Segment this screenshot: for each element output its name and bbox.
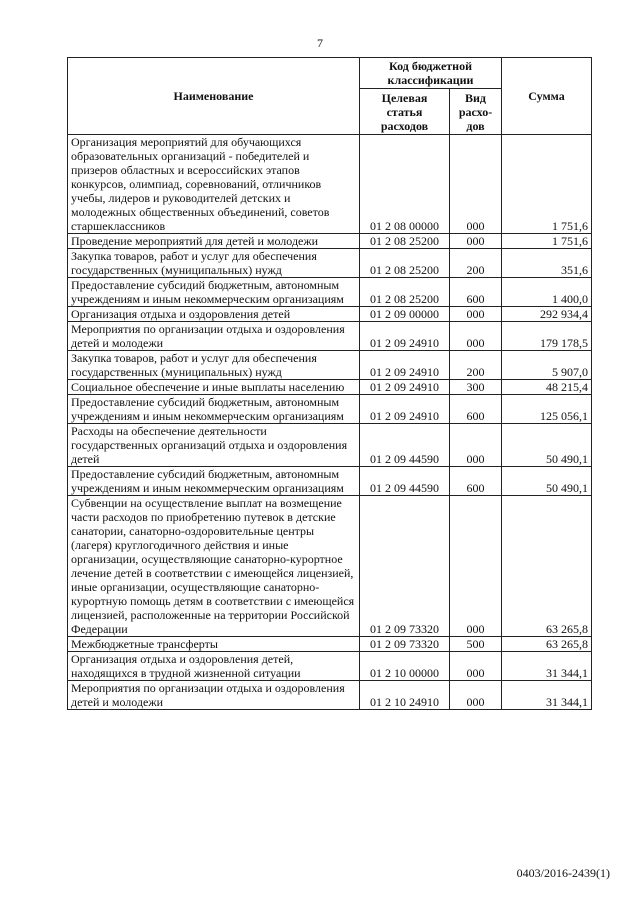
- row-expense-type: 200: [450, 249, 502, 278]
- row-name: Межбюджетные трансферты: [68, 637, 360, 652]
- row-amount: 1 400,0: [502, 278, 592, 307]
- row-target-article: 01 2 08 00000: [360, 135, 450, 234]
- row-name: Закупка товаров, работ и услуг для обеспечения государственных (муниципальных) нужд: [68, 249, 360, 278]
- row-target-article: 01 2 09 73320: [360, 637, 450, 652]
- table-row: [68, 234, 592, 249]
- table-row: [68, 351, 592, 380]
- row-name: Организация отдыха и оздоровления детей: [68, 307, 360, 322]
- row-expense-type: 200: [450, 351, 502, 380]
- table-row: [68, 278, 592, 307]
- table-row: [68, 467, 592, 496]
- header-code-group: Код бюджетной классификации: [360, 58, 502, 89]
- table-row: [68, 496, 592, 637]
- budget-table: [67, 57, 592, 710]
- row-expense-type: 500: [450, 637, 502, 652]
- row-expense-type: 600: [450, 278, 502, 307]
- row-name: Предоставление субсидий бюджетным, автономным учреждениям и иным некоммерческим организациям: [68, 467, 360, 496]
- row-amount: 31 344,1: [502, 652, 592, 681]
- row-target-article: 01 2 10 00000: [360, 652, 450, 681]
- table-row: [68, 637, 592, 652]
- row-name: Предоставление субсидий бюджетным, автономным учреждениям и иным некоммерческим организациям: [68, 278, 360, 307]
- row-amount: 50 490,1: [502, 467, 592, 496]
- row-name: Организация отдыха и оздоровления детей, находящихся в трудной жизненной ситуации: [68, 652, 360, 681]
- table-row: [68, 135, 592, 234]
- row-name: Субвенции на осуществление выплат на возмещение части расходов по приобретению путевок в детские санатории, санаторно-оздоровительные центры (лагеря) круглогодичного действия и иные организации, осуществляющие санаторно-курортное лечение детей в соответствии с имеющейся лицензией, иные организации, осуществляющие санаторно-курортную помощь детям в соответствии с имеющейся лицензией, расположенные на территории Российской Федерации: [68, 496, 360, 637]
- row-expense-type: 000: [450, 652, 502, 681]
- row-amount: 48 215,4: [502, 380, 592, 395]
- row-amount: 125 056,1: [502, 395, 592, 424]
- table-row: [68, 395, 592, 424]
- row-expense-type: 300: [450, 380, 502, 395]
- header-target-article: Целевая статья расходов: [360, 89, 450, 135]
- row-name: Мероприятия по организации отдыха и оздоровления детей и молодежи: [68, 681, 360, 710]
- table-row: [68, 322, 592, 351]
- row-target-article: 01 2 08 25200: [360, 249, 450, 278]
- row-expense-type: 600: [450, 395, 502, 424]
- row-expense-type: 000: [450, 681, 502, 710]
- row-expense-type: 000: [450, 234, 502, 249]
- row-amount: 179 178,5: [502, 322, 592, 351]
- row-target-article: 01 2 09 24910: [360, 380, 450, 395]
- row-target-article: 01 2 09 24910: [360, 322, 450, 351]
- row-name: Проведение мероприятий для детей и молодежи: [68, 234, 360, 249]
- header-expense-type: Вид расхо-дов: [450, 89, 502, 135]
- row-expense-type: 000: [450, 135, 502, 234]
- row-target-article: 01 2 08 25200: [360, 234, 450, 249]
- row-target-article: 01 2 10 24910: [360, 681, 450, 710]
- row-target-article: 01 2 09 73320: [360, 496, 450, 637]
- table-row: [68, 380, 592, 395]
- header-amount: Сумма: [502, 58, 592, 135]
- row-name: Социальное обеспечение и иные выплаты населению: [68, 380, 360, 395]
- table-row: [68, 424, 592, 467]
- row-target-article: 01 2 08 25200: [360, 278, 450, 307]
- document-code: 0403/2016-2439(1): [516, 866, 610, 880]
- header-name: Наименование: [68, 58, 360, 135]
- row-name: Закупка товаров, работ и услуг для обеспечения государственных (муниципальных) нужд: [68, 351, 360, 380]
- row-target-article: 01 2 09 44590: [360, 467, 450, 496]
- row-target-article: 01 2 09 24910: [360, 351, 450, 380]
- row-amount: 63 265,8: [502, 496, 592, 637]
- table-row: [68, 681, 592, 710]
- row-amount: 63 265,8: [502, 637, 592, 652]
- row-name: Организация мероприятий для обучающихся образовательных организаций - победителей и призеров областных и всероссийских этапов конкурсов, олимпиад, соревнований, отличников учебы, лидеров и руководителей детских и молодежных общественных объединений, советов старшеклассников: [68, 135, 360, 234]
- page-number: 7: [317, 36, 323, 50]
- row-name: Расходы на обеспечение деятельности государственных организаций отдыха и оздоровления детей: [68, 424, 360, 467]
- row-amount: 292 934,4: [502, 307, 592, 322]
- row-amount: 31 344,1: [502, 681, 592, 710]
- row-target-article: 01 2 09 44590: [360, 424, 450, 467]
- table-row: [68, 652, 592, 681]
- row-amount: 1 751,6: [502, 135, 592, 234]
- row-amount: 351,6: [502, 249, 592, 278]
- row-target-article: 01 2 09 00000: [360, 307, 450, 322]
- table-body: [68, 135, 592, 710]
- row-expense-type: 600: [450, 467, 502, 496]
- table-row: [68, 249, 592, 278]
- row-target-article: 01 2 09 24910: [360, 395, 450, 424]
- row-amount: 1 751,6: [502, 234, 592, 249]
- row-expense-type: 000: [450, 322, 502, 351]
- table-row: [68, 307, 592, 322]
- row-name: Предоставление субсидий бюджетным, автономным учреждениям и иным некоммерческим организациям: [68, 395, 360, 424]
- row-amount: 50 490,1: [502, 424, 592, 467]
- row-expense-type: 000: [450, 307, 502, 322]
- row-expense-type: 000: [450, 496, 502, 637]
- row-amount: 5 907,0: [502, 351, 592, 380]
- row-expense-type: 000: [450, 424, 502, 467]
- row-name: Мероприятия по организации отдыха и оздоровления детей и молодежи: [68, 322, 360, 351]
